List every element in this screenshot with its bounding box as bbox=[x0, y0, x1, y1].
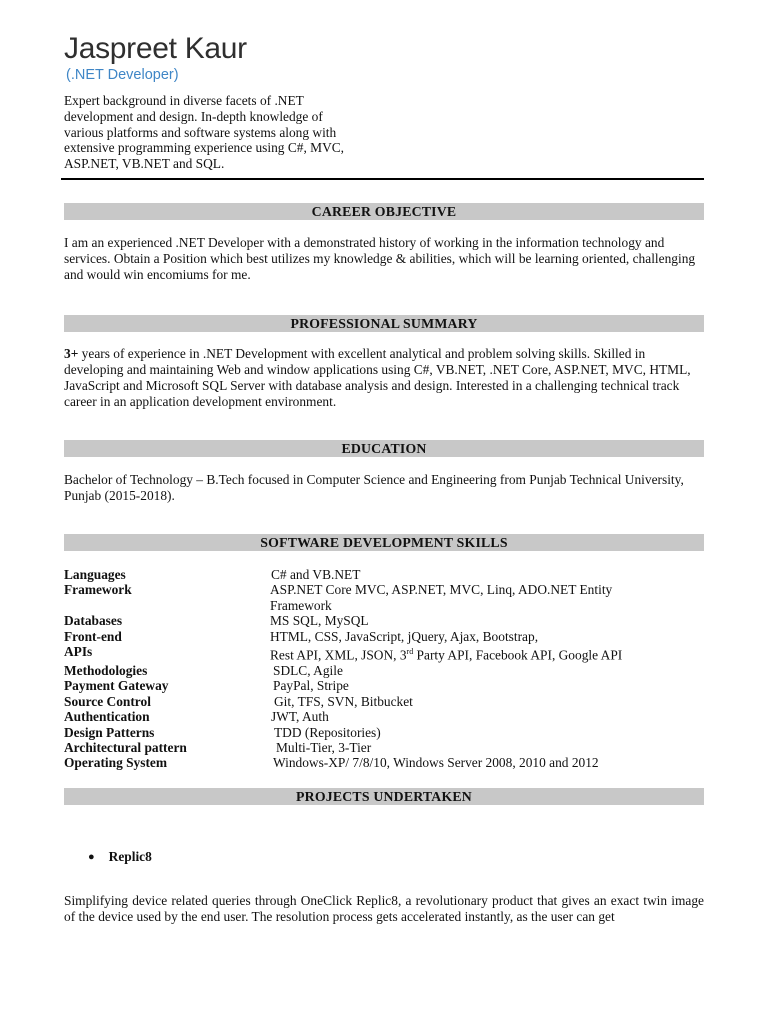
skill-value: PayPal, Stripe bbox=[273, 678, 349, 694]
skill-row bbox=[64, 725, 704, 740]
section-heading-education: EDUCATION bbox=[64, 440, 704, 457]
skill-row bbox=[64, 694, 704, 709]
experience-years: 3+ bbox=[64, 346, 79, 361]
skill-row bbox=[64, 644, 704, 663]
project-title: Replic8 bbox=[108, 849, 152, 864]
skill-value: JWT, Auth bbox=[271, 709, 329, 725]
skill-row bbox=[64, 740, 704, 755]
skill-label: Design Patterns bbox=[64, 724, 155, 740]
skill-row bbox=[64, 663, 704, 678]
education-text: Bachelor of Technology – B.Tech focused in Computer Science and Engineering from Punjab Technical University, Punjab (2015-2018). bbox=[64, 472, 684, 503]
intro-paragraph: Expert background in diverse facets of .NET development and design. In-depth knowledge of various platforms and software systems along with extensive programming experience using C#, MVC, ASP.NET, VB.NET and SQL. bbox=[64, 93, 345, 172]
skill-row bbox=[64, 678, 704, 693]
professional-summary-text bbox=[64, 346, 704, 410]
skill-value bbox=[270, 644, 704, 663]
skill-label: Languages bbox=[64, 567, 126, 582]
section-heading-skills: SOFTWARE DEVELOPMENT SKILLS bbox=[64, 534, 704, 551]
skill-label: Methodologies bbox=[64, 662, 148, 678]
superscript: rd bbox=[406, 647, 414, 657]
skill-label: Payment Gateway bbox=[64, 678, 169, 694]
career-objective-text: I am an experienced .NET Developer with a demonstrated history of working in the information technology and services. Obtain a Position which best utilizes my knowledge & abilities, which will be learning oriented, challenging and would win encomiums for me. bbox=[64, 235, 696, 282]
skill-value-part: Party API, Facebook API, Google API bbox=[413, 647, 623, 663]
skill-value: Multi-Tier, 3-Tier bbox=[276, 739, 372, 755]
skill-value: Windows-XP/ 7/8/10, Windows Server 2008, 2010 and 2012 bbox=[273, 755, 599, 771]
skill-label: Authentication bbox=[64, 709, 150, 725]
skill-value: C# and VB.NET bbox=[271, 567, 361, 582]
skill-value: ASP.NET Core MVC, ASP.NET, MVC, Linq, ADO.NET Entity Framework bbox=[270, 582, 613, 613]
bullet-icon: ● bbox=[88, 851, 95, 863]
skill-row bbox=[64, 613, 704, 628]
skill-label: Front-end bbox=[64, 628, 122, 644]
candidate-name: Jaspreet Kaur bbox=[64, 32, 247, 65]
skill-label: Architectural pattern bbox=[64, 739, 187, 755]
skill-value: SDLC, Agile bbox=[273, 662, 343, 678]
skill-row bbox=[64, 629, 704, 644]
header-divider bbox=[61, 178, 704, 180]
skill-value: TDD (Repositories) bbox=[274, 724, 381, 740]
skill-label: Framework bbox=[64, 582, 132, 598]
skill-label: Source Control bbox=[64, 693, 151, 709]
skill-value: HTML, CSS, JavaScript, jQuery, Ajax, Bootstrap, bbox=[270, 628, 539, 644]
skill-row bbox=[64, 582, 704, 613]
skill-row bbox=[64, 709, 704, 724]
skill-value: Git, TFS, SVN, Bitbucket bbox=[274, 693, 413, 709]
skills-table bbox=[64, 567, 704, 771]
professional-summary-body: years of experience in .NET Development with excellent analytical and problem solving skills. Skilled in developing and maintaining Web and window applications using C#, VB.NET, .NET Core, ASP.NET, MVC, HTML, JavaScript and Microsoft SQL Server with database analysis and design. Interested in a challenging technical track career in an application development environment. bbox=[64, 346, 691, 409]
section-heading-career-objective: CAREER OBJECTIVE bbox=[64, 203, 704, 220]
section-heading-professional-summary: PROFESSIONAL SUMMARY bbox=[64, 315, 704, 332]
candidate-role: (.NET Developer) bbox=[66, 67, 179, 83]
skill-row bbox=[64, 567, 704, 582]
skill-value: MS SQL, MySQL bbox=[270, 613, 369, 629]
project-description: Simplifying device related queries through OneClick Replic8, a revolutionary product that gives an exact twin image of the device used by the end user. The resolution process gets accelerated instantly, as the user can get bbox=[64, 893, 704, 924]
skill-value-part: Rest API, XML, JSON, 3 bbox=[270, 647, 407, 663]
skill-label: Operating System bbox=[64, 755, 168, 771]
project-item bbox=[88, 849, 152, 865]
skill-label: Databases bbox=[64, 613, 123, 629]
skill-row bbox=[64, 755, 704, 770]
skill-label: APIs bbox=[64, 644, 93, 660]
section-heading-projects: PROJECTS UNDERTAKEN bbox=[64, 788, 704, 805]
